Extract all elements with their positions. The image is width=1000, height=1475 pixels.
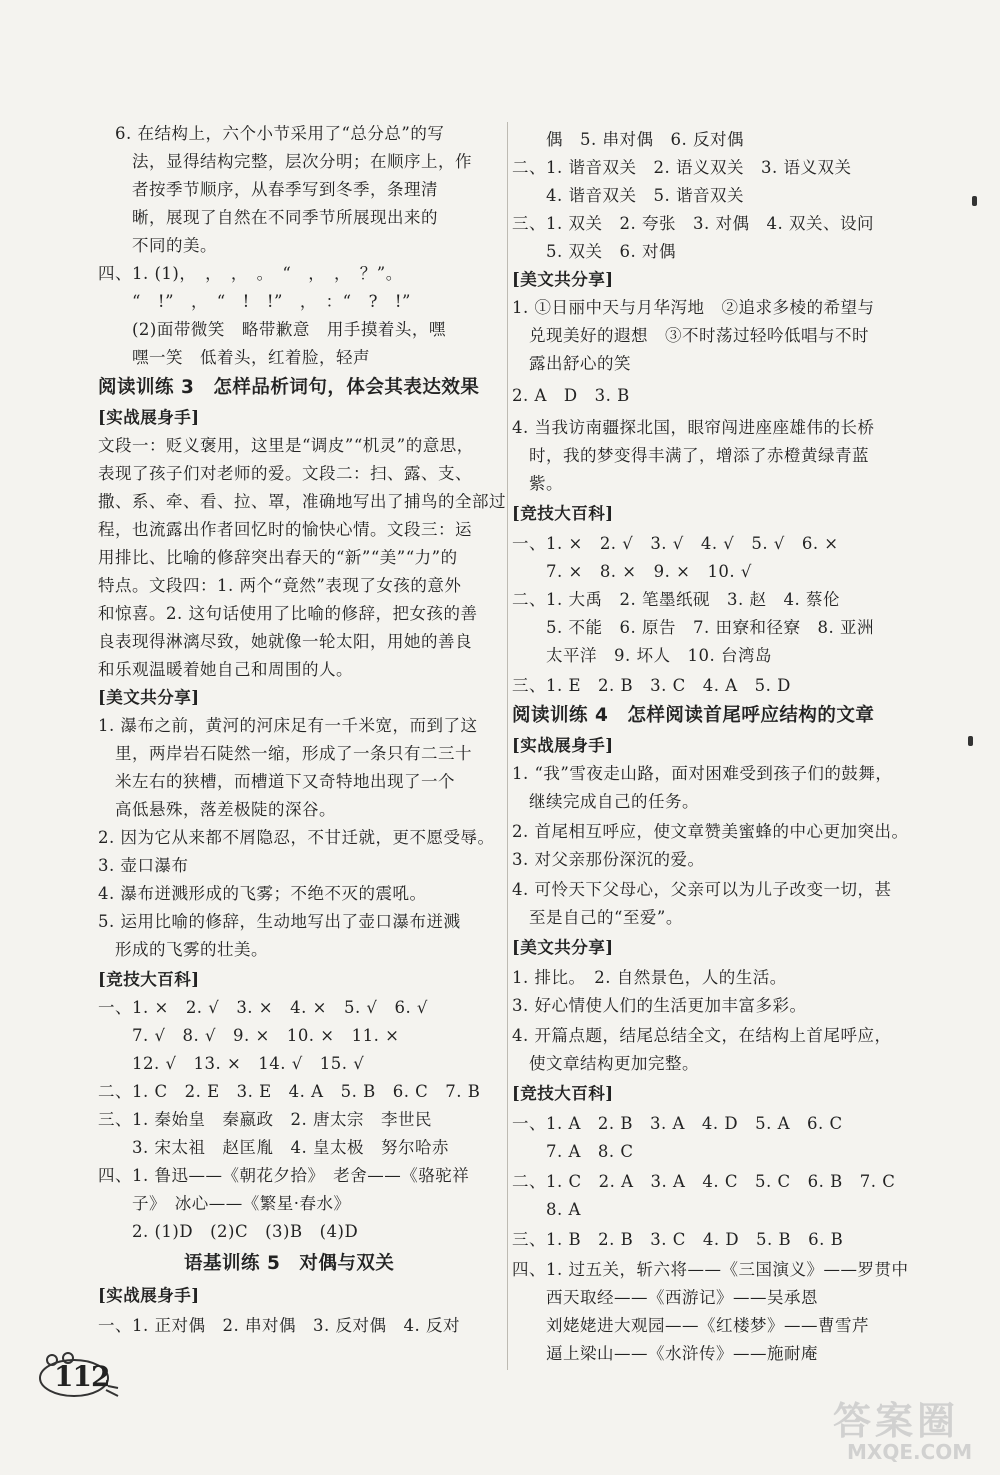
page-number-badge [34,1352,120,1400]
text-line: 者按季节顺序，从春季写到冬季，条理清 [98,180,438,199]
text-line: 4. 谐音双关 5. 谐音双关 [512,186,744,205]
text-line: 4. 瀑布迸溅形成的飞雾；不绝不灭的震吼。 [98,884,427,903]
text-line: 3. 好心情使人们的生活更加丰富多彩。 [512,996,807,1015]
text-line: 7. × 8. × 9. × 10. √ [512,562,752,581]
section-heading: 阅读训练 4 怎样阅读首尾呼应结构的文章 [512,705,875,726]
text-line: 二、1. C 2. A 3. A 4. C 5. C 6. B 7. C [512,1172,896,1191]
text-line: 5. 运用比喻的修辞，生动地写出了壶口瀑布迸溅 [98,912,461,931]
text-line: 4. 开篇点题，结尾总结全文，在结构上首尾呼应， [512,1026,892,1045]
watermark-url: MXQE.COM [847,1440,973,1464]
text-line: 刘姥姥进大观园——《红楼梦》——曹雪芹 [512,1316,869,1335]
text-line: 7. √ 8. √ 9. × 10. × 11. × [98,1026,400,1045]
text-line: 四、1. (1)， ， ， 。 “ ， ， ？”。 [98,264,403,283]
text-line: 一、1. × 2. √ 3. √ 4. √ 5. √ 6. × [512,534,839,553]
text-line: 1. ①日丽中天与月华泻地 ②追求多棱的希望与 [512,298,875,317]
text-line: 撒、系、牵、看、拉、罩，准确地写出了捕鸟的全部过 [98,492,506,511]
text-line: 特点。文段四：1. 两个“竟然”表现了女孩的意外 [98,576,462,595]
watermark-text: 答案圈 [833,1399,960,1443]
text-line: 西天取经——《西游记》——吴承恩 [512,1288,818,1307]
text-line: 和乐观温暖着她自己和周围的人。 [98,660,353,679]
text-line: 2. 因为它从来都不屑隐忍，不甘迁就，更不愿受辱。 [98,828,495,847]
text-line: 子》 冰心——《繁星·春水》 [98,1194,351,1213]
text-line: 3. 对父亲那份深沉的爱。 [512,850,705,869]
text-line: 一、1. 正对偶 2. 串对偶 3. 反对偶 4. 反对 [98,1316,460,1335]
text-line: 和惊喜。2. 这句话使用了比喻的修辞，把女孩的善 [98,604,478,623]
text-line: 1. 瀑布之前，黄河的河床足有一千米宽，而到了这 [98,716,478,735]
text-line: 用排比、比喻的修辞突出春天的“新”“美”“力”的 [98,548,458,567]
text-line: 时，我的梦变得丰满了，增添了赤橙黄绿青蓝 [512,446,869,465]
text-line: 6. 在结构上，六个小节采用了“总分总”的写 [98,124,445,143]
subsection-label: [竞技大百科] [98,970,200,989]
text-line: 四、1. 过五关，斩六将——《三国演义》——罗贯中 [512,1260,909,1279]
text-line: 不同的美。 [98,236,217,255]
text-line: 紫。 [512,474,563,493]
text-line: 2. (1)D (2)C (3)B (4)D [98,1222,359,1241]
text-line: 法，显得结构完整，层次分明；在顺序上，作 [98,152,472,171]
text-line: 8. A [512,1200,581,1219]
column-divider [507,122,508,1370]
text-line: 太平洋 9. 坏人 10. 台湾岛 [512,646,772,665]
text-line: 良表现得淋漓尽致，她就像一轮太阳，用她的善良 [98,632,472,651]
text-line: 1. 排比。 2. 自然景色，人的生活。 [512,968,787,987]
text-line: 1. “我”雪夜走山路，面对困难受到孩子们的鼓舞， [512,764,893,783]
text-line: 3. 宋太祖 赵匡胤 4. 皇太极 努尔哈赤 [98,1138,449,1157]
text-line: 二、1. C 2. E 3. E 4. A 5. B 6. C 7. B [98,1082,481,1101]
text-line: 4. 当我访南疆探北国，眼帘闯进座座雄伟的长桥 [512,418,875,437]
text-line: 2. 首尾相互呼应，使文章赞美蜜蜂的中心更加突出。 [512,822,909,841]
text-line: 里，两岸岩石陡然一缩，形成了一条只有二三十 [98,744,472,763]
text-line: 晰，展现了自然在不同季节所展现出来的 [98,208,438,227]
text-line: 形成的飞雾的壮美。 [98,940,268,959]
text-line: 至是自己的“至爱”。 [512,908,683,927]
text-line: 三、1. E 2. B 3. C 4. A 5. D [512,676,791,695]
text-line: 继续完成自己的任务。 [512,792,699,811]
text-line: 露出舒心的笑 [512,354,631,373]
text-line: 二、1. 谐音双关 2. 语义双关 3. 语义双关 [512,158,852,177]
section-heading: 语基训练 5 对偶与双关 [184,1253,395,1274]
subsection-label: [实战展身手] [98,1286,200,1305]
text-line: 4. 可怜天下父母心，父亲可以为儿子改变一切，甚 [512,880,892,899]
text-line: 兑现美好的遐想 ③不时荡过轻吟低唱与不时 [512,326,869,345]
subsection-label: [竞技大百科] [512,504,614,523]
text-line: 三、1. B 2. B 3. C 4. D 5. B 6. B [512,1230,844,1249]
text-line: 使文章结构更加完整。 [512,1054,699,1073]
text-line: “ !” ， “ ! !” ， ：“ ? !” [98,292,411,311]
text-line: 高低悬殊，落差极陡的深谷。 [98,800,336,819]
text-line: (2)面带微笑 略带歉意 用手摸着头，嘿 [98,320,446,339]
text-line: 12. √ 13. × 14. √ 15. √ [98,1054,365,1073]
text-line: 米左右的狭槽，而槽道下又奇特地出现了一个 [98,772,455,791]
text-line: 一、1. × 2. √ 3. × 4. × 5. √ 6. √ [98,998,428,1017]
text-line: 7. A 8. C [512,1142,634,1161]
subsection-label: [实战展身手] [512,736,614,755]
text-line: 一、1. A 2. B 3. A 4. D 5. A 6. C [512,1114,843,1133]
text-line: 2. A D 3. B [512,386,630,405]
text-line: 三、1. 双关 2. 夸张 3. 对偶 4. 双关、设问 [512,214,874,233]
text-line: 3. 壶口瀑布 [98,856,189,875]
text-line: 四、1. 鲁迅——《朝花夕拾》 老舍——《骆驼祥 [98,1166,470,1185]
page-number: 112 [54,1360,110,1393]
text-line: 逼上梁山——《水浒传》——施耐庵 [512,1344,818,1363]
text-line: 5. 不能 6. 原告 7. 田寮和径寮 8. 亚洲 [512,618,874,637]
text-line: 二、1. 大禹 2. 笔墨纸砚 3. 赵 4. 蔡伦 [512,590,840,609]
watermark-logo [825,1390,985,1470]
text-line: 文段一：贬义褒用，这里是“调皮”“机灵”的意思， [98,436,474,455]
text-line: 5. 双关 6. 对偶 [512,242,676,261]
text-line: 三、1. 秦始皇 秦嬴政 2. 唐太宗 李世民 [98,1110,432,1129]
subsection-label: [美文共分享] [512,938,614,957]
scan-mark [972,196,977,206]
text-line: 嘿一笑 低着头，红着脸，轻声 [98,348,370,367]
scan-mark [968,736,973,746]
text-line: 表现了孩子们对老师的爱。文段二：扫、露、支、 [98,464,472,483]
text-line: 偶 5. 串对偶 6. 反对偶 [512,130,744,149]
text-line: 程，也流露出作者回忆时的愉快心情。文段三：运 [98,520,472,539]
subsection-label: [竞技大百科] [512,1084,614,1103]
subsection-label: [美文共分享] [98,688,200,707]
subsection-label: [美文共分享] [512,270,614,289]
section-heading: 阅读训练 3 怎样品析词句，体会其表达效果 [98,377,480,398]
subsection-label: [实战展身手] [98,408,200,427]
